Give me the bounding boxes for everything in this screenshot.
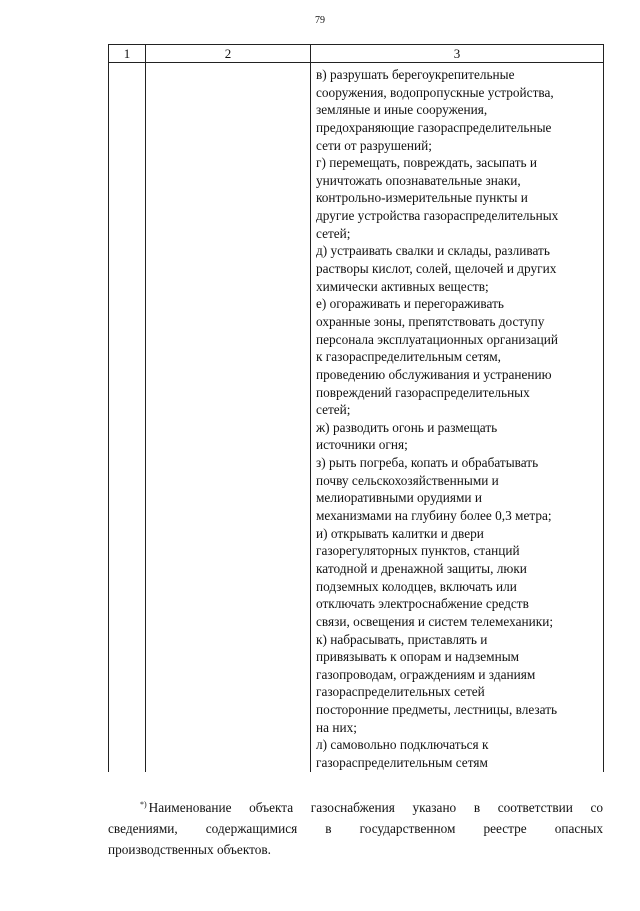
text-line: газораспределительных сетей: [316, 684, 485, 700]
text-line: привязывать к опорам и надземным: [316, 649, 520, 665]
text-line: газорегуляторных пунктов, станций: [316, 543, 520, 559]
column-header-2: 2: [146, 45, 311, 63]
text-line: газораспределительным сетям: [316, 754, 488, 770]
text-line: е) огораживать и перегораживать: [316, 296, 504, 312]
text-line: сетей;: [316, 225, 351, 241]
text-line: к) набрасывать, приставлять и: [316, 631, 488, 647]
table-header-row: [109, 45, 604, 63]
text-line: проведению обслуживания и устранению: [316, 366, 552, 382]
text-line: з) рыть погреба, копать и обрабатывать: [316, 455, 539, 471]
text-line: катодной и дренажной защиты, люки: [316, 560, 527, 576]
text-line: растворы кислот, солей, щелочей и других: [316, 261, 557, 277]
text-line: персонала эксплуатационных организаций: [316, 331, 559, 347]
text-line: посторонние предметы, лестницы, влезать: [316, 702, 558, 718]
column-header-3: 3: [311, 45, 604, 63]
cell-column-3: [311, 63, 604, 772]
text-line: земляные и иные сооружения,: [316, 102, 488, 118]
text-line: контрольно-измерительные пункты и: [316, 190, 528, 206]
footnote-line-2: сведениями, содержащимися в государственном реестре опасных: [108, 821, 603, 836]
text-line: сооружения, водопропускные устройства,: [316, 84, 554, 100]
text-line: предохраняющие газораспределительные: [316, 119, 552, 135]
cell-column-2: [146, 63, 311, 772]
text-line: л) самовольно подключаться к: [316, 737, 489, 753]
text-line: на них;: [316, 719, 357, 735]
document-table: [108, 44, 604, 772]
cell-column-1: [109, 63, 146, 772]
text-line: почву сельскохозяйственными и: [316, 472, 499, 488]
text-line: химически активных веществ;: [316, 278, 489, 294]
text-line: ж) разводить огонь и размещать: [316, 419, 498, 435]
text-line: сетей;: [316, 402, 351, 418]
table-row: [109, 63, 604, 772]
text-line: подземных колодцев, включать или: [316, 578, 517, 594]
footnote-marker: *): [140, 800, 147, 809]
text-line: источники огня;: [316, 437, 408, 453]
column-header-1: 1: [109, 45, 146, 63]
text-line: отключать электроснабжение средств: [316, 596, 529, 612]
text-line: связи, освещения и систем телемеханики;: [316, 613, 554, 629]
text-line: газопроводам, ограждениям и зданиям: [316, 666, 536, 682]
text-line: охранные зоны, препятствовать доступу: [316, 313, 545, 329]
text-line: г) перемещать, повреждать, засыпать и: [316, 155, 538, 171]
text-line: в) разрушать берегоукрепительные: [316, 67, 515, 82]
footnote-line-3: производственных объектов.: [108, 842, 271, 857]
restrictions-text: [311, 63, 603, 772]
page-number: 79: [315, 15, 325, 26]
text-line: сети от разрушений;: [316, 137, 432, 153]
text-line: повреждений газораспределительных: [316, 384, 530, 400]
footnote: [108, 794, 603, 860]
text-line: к газораспределительным сетям,: [316, 349, 501, 365]
text-line: мелиоративными орудиями и: [316, 490, 482, 506]
text-line: другие устройства газораспределительных: [316, 208, 559, 224]
footnote-text-1: Наименование объекта газоснабжения указано в соответствии со: [148, 800, 603, 815]
text-line: механизмами на глубину более 0,3 метра;: [316, 508, 552, 524]
text-line: д) устраивать свалки и склады, разливать: [316, 243, 550, 259]
text-line: и) открывать калитки и двери: [316, 525, 484, 541]
text-line: уничтожать опознавательные знаки,: [316, 172, 521, 188]
footnote-line-1: [108, 794, 603, 818]
